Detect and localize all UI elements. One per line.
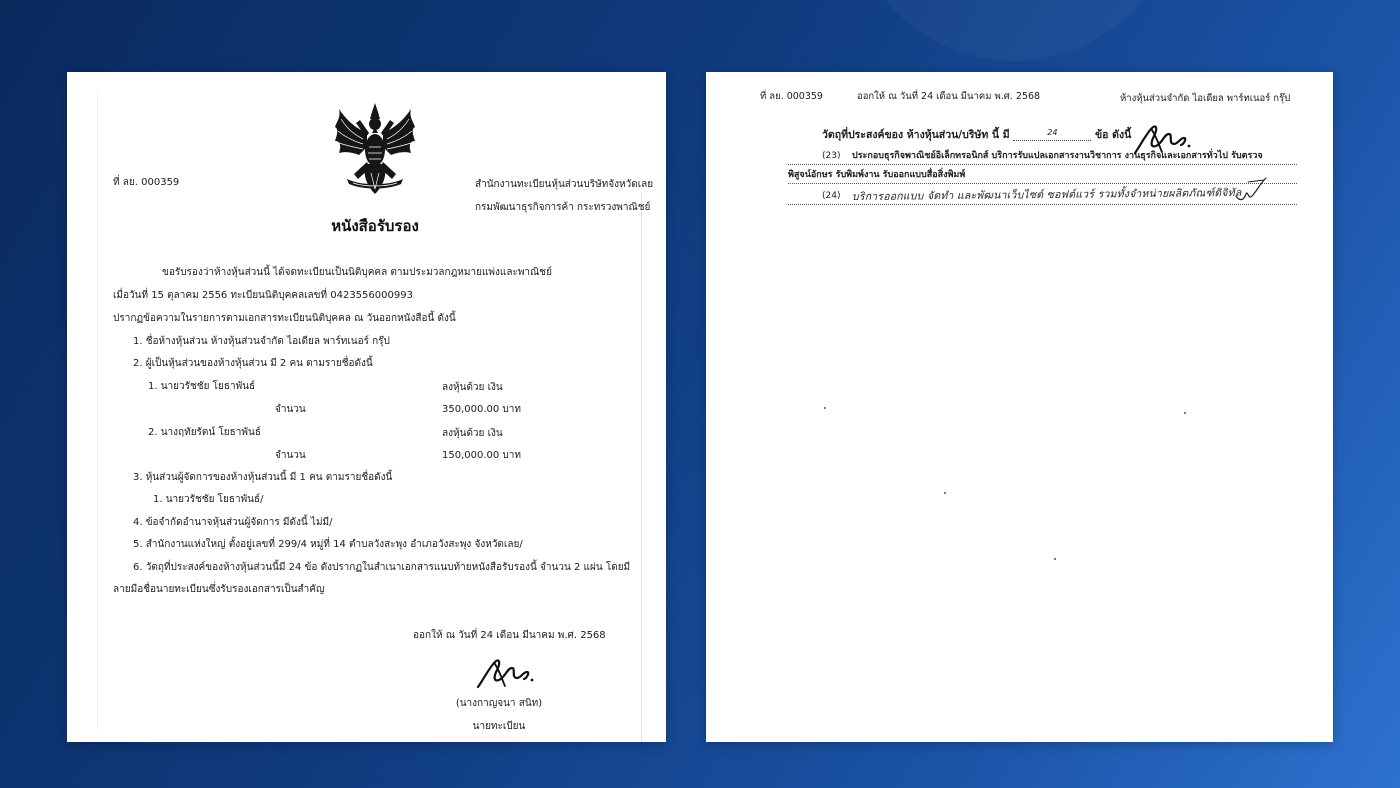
objective-number: (24)	[822, 191, 841, 201]
item-authority-limits: 4. ข้อจำกัดอำนาจหุ้นส่วนผู้จัดการ มีดังนี้ ไม่มี/	[133, 517, 333, 528]
registrar-name: (นางกาญจนา สนิท)	[455, 698, 543, 709]
item-partners-heading: 2. ผู้เป็นหุ้นส่วนของห้างหุ้นส่วน มี 2 คน ตามรายชื่อดังนี้	[133, 358, 373, 369]
objectives-count: 24	[1013, 126, 1091, 141]
objective-row	[788, 148, 1297, 165]
item-objectives-continued: ลายมือชื่อนายทะเบียนซึ่งรับรองเอกสารเป็นสำคัญ	[113, 584, 325, 595]
scan-speck	[944, 492, 946, 494]
department-name: กรมพัฒนาธุรกิจการค้า กระทรวงพาณิชย์	[475, 202, 651, 213]
partner-amount: 350,000.00 บาท	[442, 404, 521, 415]
partner-contribution: ลงหุ้นด้วย เงิน	[442, 382, 503, 393]
intro-line: ขอรับรองว่าห้างหุ้นส่วนนี้ ได้จดทะเบียนเป็นนิติบุคคล ตามประมวลกฎหมายแพ่งและพาณิชย์	[162, 267, 552, 278]
reference-number: ที่ ลย. 000359	[113, 177, 180, 188]
handwritten-check-mark	[1234, 176, 1268, 204]
objective-number: (23)	[822, 151, 841, 161]
garuda-emblem-icon	[333, 103, 417, 195]
objectives-header	[822, 126, 1131, 142]
partner-amount: 150,000.00 บาท	[442, 450, 521, 461]
issue-date: ออกให้ ณ วันที่ 24 เดือน มีนาคม พ.ศ. 2568	[413, 630, 606, 641]
document-title: หนังสือรับรอง	[331, 217, 419, 235]
scan-speck	[1184, 412, 1186, 414]
item-managers-heading: 3. หุ้นส่วนผู้จัดการของห้างหุ้นส่วนนี้ มี 1 คน ตามรายชื่อดังนี้	[133, 472, 393, 483]
partner-amount-label: จำนวน	[275, 404, 306, 415]
certificate-page	[67, 72, 666, 742]
scan-edge	[97, 90, 98, 730]
partner-contribution: ลงหุ้นด้วย เงิน	[442, 428, 503, 439]
item-head-office: 5. สำนักงานแห่งใหญ่ ตั้งอยู่เลขที่ 299/4 หมู่ที่ 14 ตำบลวังสะพุง อำเภอวังสะพุง จังหวัดเลย/	[133, 539, 523, 550]
manager-name: 1. นายวรัชชัย โยธาพันธ์/	[153, 494, 264, 505]
partnership-name: ห้างหุ้นส่วนจำกัด ไอเดียล พาร์ทเนอร์ กรุ๊ป	[1120, 93, 1291, 104]
intro-line: เมื่อวันที่ 15 ตุลาคม 2556 ทะเบียนนิติบุคคลเลขที่ 0423556000993	[113, 290, 413, 301]
partner-amount-label: จำนวน	[275, 450, 306, 461]
issue-date: ออกให้ ณ วันที่ 24 เดือน มีนาคม พ.ศ. 2568	[857, 91, 1041, 102]
item-objectives: 6. วัตถุที่ประสงค์ของห้างหุ้นส่วนนี้มี 24 ข้อ ดังปรากฏในสำเนาเอกสารแนบท้ายหนังสือรับรองนี้ จำนวน 2 แผ่น โดยมี	[133, 562, 631, 573]
background-ring-decoration	[848, 0, 1180, 60]
registrar-title: นายทะเบียน	[472, 721, 526, 732]
item-partnership-name: 1. ชื่อห้างหุ้นส่วน ห้างหุ้นส่วนจำกัด ไอเดียล พาร์ทเนอร์ กรุ๊ป	[133, 336, 390, 347]
objective-row-continued	[788, 167, 1297, 184]
partner-name: 1. นายวรัชชัย โยธาพันธ์	[148, 381, 256, 392]
objectives-header-prefix: วัตถุที่ประสงค์ของ ห้างหุ้นส่วน/บริษัท นี้ มี	[822, 129, 1010, 141]
intro-line: ปรากฏข้อความในรายการตามเอกสารทะเบียนนิติบุคคล ณ วันออกหนังสือนี้ ดังนี้	[113, 313, 456, 324]
objective-text: พิสูจน์อักษร รับพิมพ์งาน รับออกแบบสื่อสิ่งพิมพ์	[788, 170, 966, 180]
objective-text: ประกอบธุรกิจพาณิชย์อิเล็กทรอนิกส์ บริการรับแปลเอกสารงานวิชาการ งานธุรกิจและเอกสารทั่วไป รับตรวจ	[852, 151, 1263, 161]
objective-row-handwritten	[788, 186, 1297, 205]
objectives-header-suffix: ข้อ ดังนี้	[1095, 129, 1132, 141]
partner-name: 2. นางฤทัยรัตน์ โยธาพันธ์	[148, 427, 261, 438]
objective-text-handwritten: บริการออกแบบ จัดทำ และพัฒนาเว็บไซต์ ซอฟต์แวร์ รวมทั้งจำหน่ายผลิตภัณฑ์ดิจิทัล	[851, 186, 1242, 204]
office-name: สำนักงานทะเบียนหุ้นส่วนบริษัทจังหวัดเลย	[475, 179, 654, 190]
scan-edge	[641, 192, 642, 742]
scan-speck	[824, 407, 826, 409]
scan-speck	[1054, 558, 1056, 560]
attachment-page	[706, 72, 1333, 742]
reference-number: ที่ ลย. 000359	[760, 91, 823, 102]
registrar-signature	[475, 656, 537, 690]
